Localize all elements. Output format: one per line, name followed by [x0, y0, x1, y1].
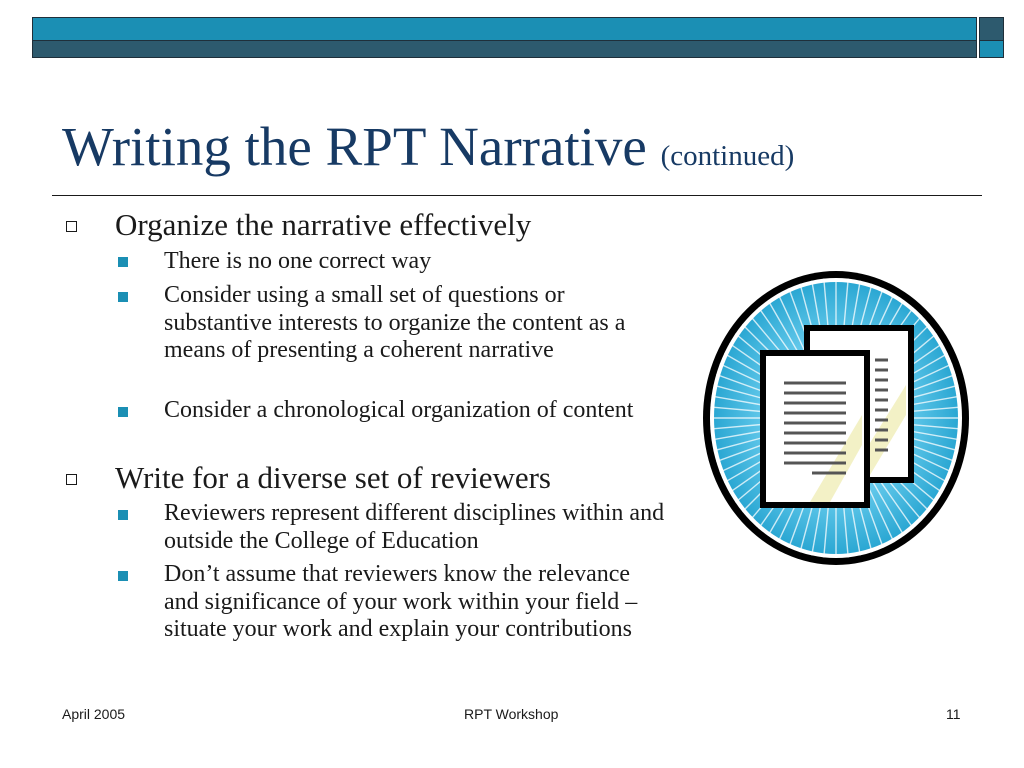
- hollow-square-bullet-icon: [66, 221, 77, 232]
- header-bar-top: [32, 17, 977, 41]
- title-divider: [52, 195, 982, 196]
- slide-title: [62, 112, 794, 191]
- square-bullet-icon: [118, 571, 128, 581]
- bullet-level2: There is no one correct way: [164, 248, 432, 274]
- bullet-level1: Organize the narrative effectively: [115, 207, 532, 242]
- documents-icon: [700, 265, 975, 575]
- header-square-bottom: [979, 41, 1004, 58]
- footer-title: RPT Workshop: [464, 706, 559, 722]
- footer-date: April 2005: [62, 706, 126, 722]
- header-square-top: [979, 17, 1004, 41]
- documents-clipart: [700, 265, 975, 575]
- slide-number: 11: [946, 706, 961, 722]
- bullet-level2: Reviewers represent different disciplines within and outside the College of Education: [164, 500, 665, 554]
- slide-title-main: Writing the RPT Narrative: [62, 116, 647, 177]
- square-bullet-icon: [118, 257, 128, 267]
- bullet-level2: Consider using a small set of questions or substantive interests to organize the content as a means of presenting a coherent narrative: [164, 282, 626, 363]
- slide-title-suffix: (continued): [660, 140, 795, 172]
- square-bullet-icon: [118, 510, 128, 520]
- bullet-level2: Consider a chronological organization of content: [164, 397, 634, 423]
- bullet-level1: Write for a diverse set of reviewers: [115, 460, 551, 495]
- square-bullet-icon: [118, 407, 128, 417]
- square-bullet-icon: [118, 292, 128, 302]
- hollow-square-bullet-icon: [66, 474, 77, 485]
- bullet-level2: Don’t assume that reviewers know the relevance and significance of your work within your field – situate your work and explain your contributions: [164, 561, 638, 642]
- header-bar-bottom: [32, 41, 977, 58]
